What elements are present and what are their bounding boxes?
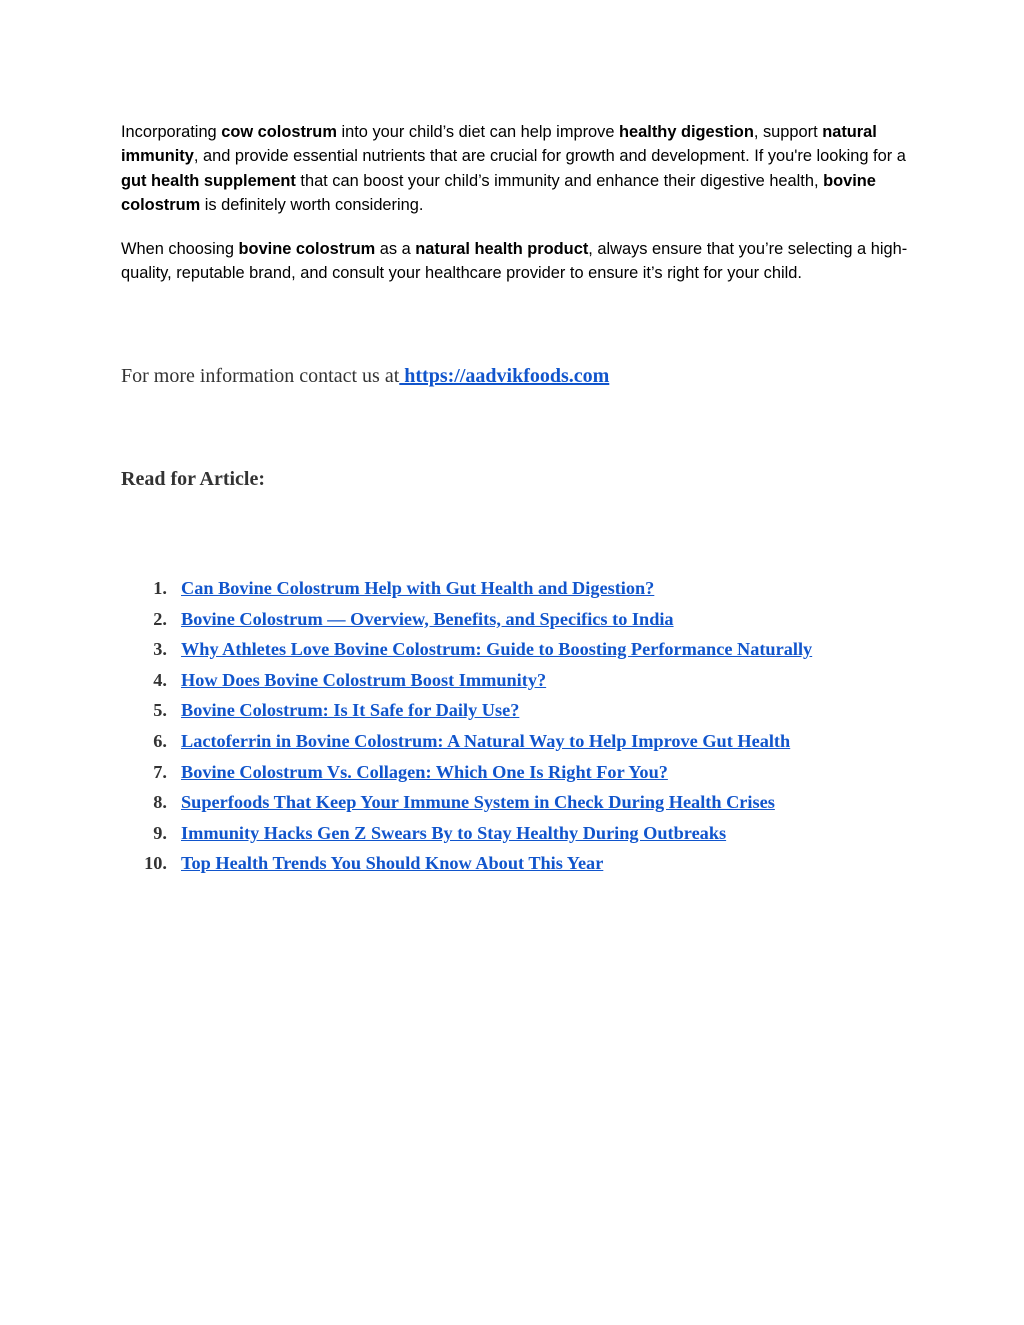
- list-number: 6.: [153, 730, 167, 751]
- intro-bold-natural-immunity: natural immunity: [121, 123, 877, 166]
- articles-heading: Read for Article:: [121, 468, 266, 490]
- list-number: 4.: [153, 669, 167, 690]
- list-number: 8.: [153, 792, 167, 813]
- intro-text-6: is definitely worth considering.: [200, 195, 424, 214]
- advice-text-2: as a: [375, 240, 416, 258]
- article-link[interactable]: Lactoferrin in Bovine Colostrum: A Natural Way to Help Improve Gut Health: [181, 730, 791, 751]
- advice-bold-bovine-colostrum: bovine colostrum: [238, 240, 376, 258]
- list-number: 2.: [153, 608, 167, 629]
- article-link[interactable]: Immunity Hacks Gen Z Swears By to Stay Healthy During Outbreaks: [181, 822, 727, 843]
- article-link[interactable]: How Does Bovine Colostrum Boost Immunity?: [181, 669, 547, 690]
- contact-text: For more information contact us at: [121, 365, 400, 387]
- article-link[interactable]: Can Bovine Colostrum Help with Gut Health and Digestion?: [181, 578, 655, 598]
- intro-text-5: that can boost your child’s immunity and enhance their digestive health,: [295, 171, 824, 190]
- advice-text-3: , always ensure that you’re selecting a high-quality, reputable brand, and consult your healthcare provider to ensure it’s right for your child.: [121, 240, 908, 283]
- advice-text-1: When choosing: [121, 240, 239, 258]
- list-number: 9.: [153, 822, 167, 843]
- articles-list: [0, 566, 1024, 887]
- intro-text-4: , and provide essential nutrients that are crucial for growth and development. If you're looking for a: [193, 147, 906, 166]
- list-item: [0, 841, 901, 887]
- article-link[interactable]: Bovine Colostrum — Overview, Benefits, and Specifics to India: [181, 608, 674, 629]
- website-link[interactable]: https://aadvikfoods.com: [399, 365, 610, 387]
- intro-text-2: into your child’s diet can help improve: [336, 123, 620, 141]
- intro-text-1: Incorporating: [121, 123, 222, 141]
- advice-paragraph: [121, 237, 911, 286]
- article-link[interactable]: Superfoods That Keep Your Immune System in Check During Health Crises: [181, 792, 775, 813]
- article-link[interactable]: Bovine Colostrum Vs. Collagen: Which One Is Right For You?: [181, 761, 668, 782]
- intro-paragraph: [121, 120, 911, 217]
- list-number: 3.: [153, 639, 167, 660]
- article-link[interactable]: Bovine Colostrum: Is It Safe for Daily Use?: [181, 700, 520, 721]
- advice-bold-natural-health-product: natural health product: [415, 240, 589, 258]
- list-number: 10.: [144, 853, 167, 874]
- article-link[interactable]: Why Athletes Love Bovine Colostrum: Guide to Boosting Performance Naturally: [181, 639, 813, 660]
- intro-text-3: , support: [753, 123, 823, 141]
- intro-bold-gut-health-supplement: gut health supplement: [121, 171, 296, 190]
- contact-line: [121, 362, 609, 390]
- list-number: 5.: [153, 700, 167, 721]
- list-number: 1.: [153, 578, 167, 598]
- intro-bold-bovine-colostrum: bovine colostrum: [121, 171, 876, 214]
- intro-bold-healthy-digestion: healthy digestion: [619, 123, 754, 141]
- intro-bold-cow-colostrum: cow colostrum: [221, 123, 337, 141]
- list-number: 7.: [153, 761, 167, 782]
- article-link[interactable]: Top Health Trends You Should Know About This Year: [181, 853, 604, 874]
